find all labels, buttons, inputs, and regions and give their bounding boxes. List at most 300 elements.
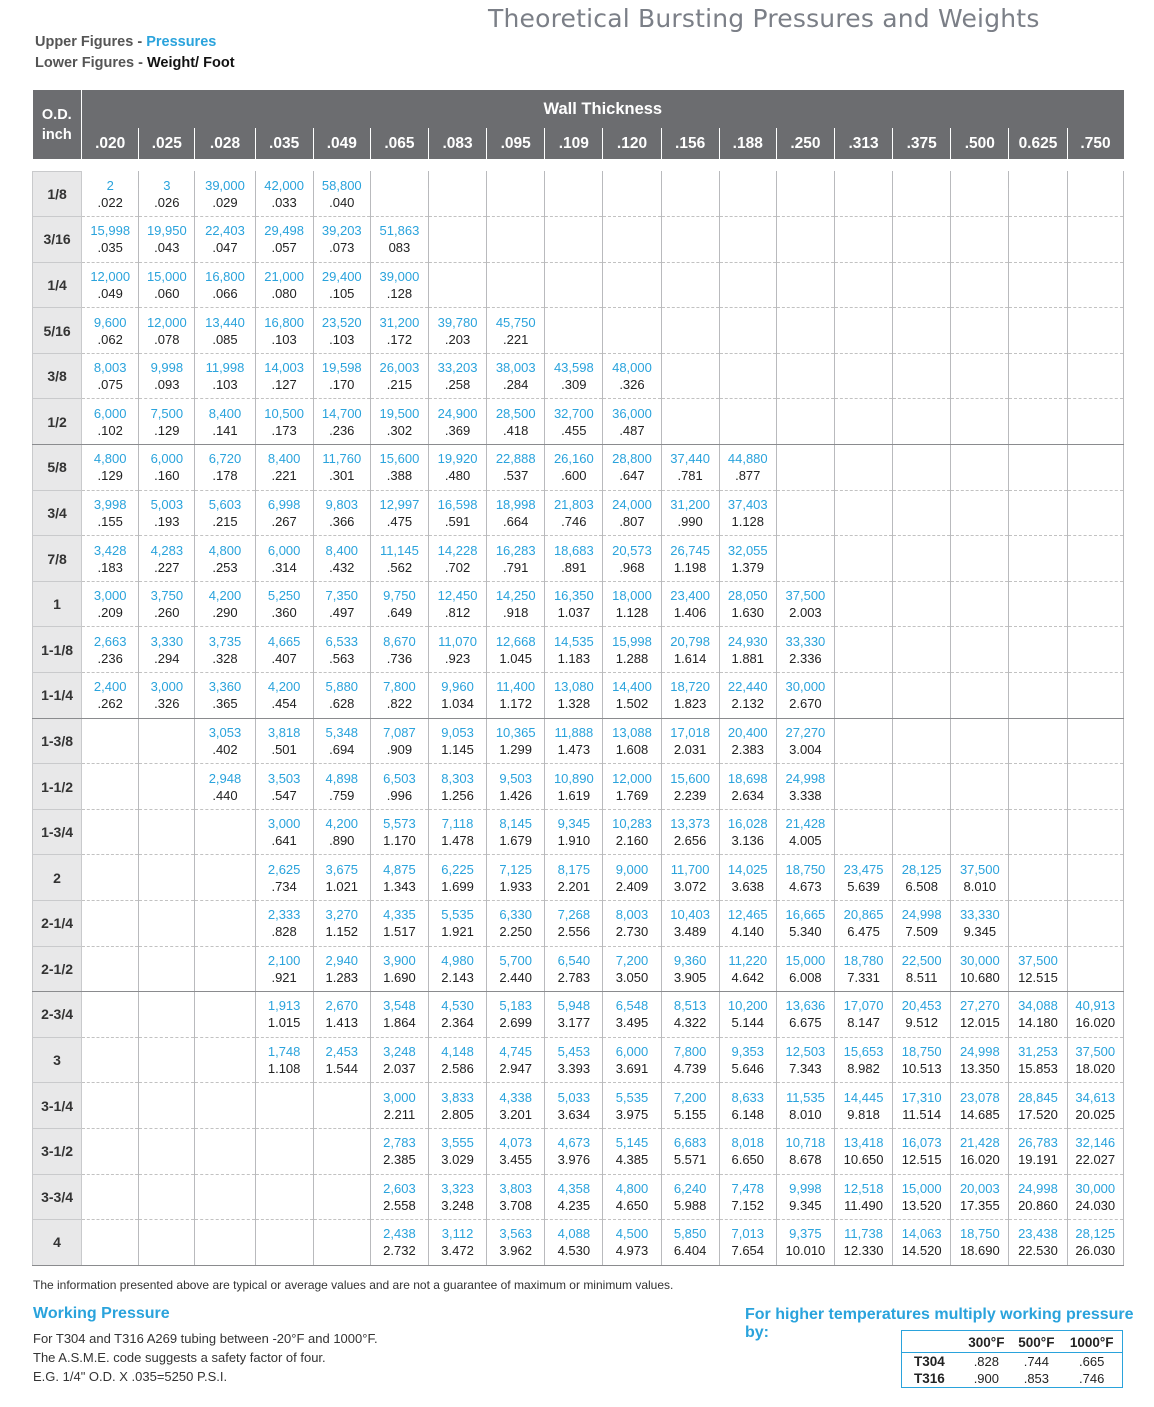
weight-value: 8.982 [847,1061,880,1077]
weight-value: 1.921 [441,924,474,940]
weight-value: 1.910 [557,833,591,849]
legend-upper-label: Upper Figures - [35,34,143,50]
weight-value: .141 [212,422,238,438]
pressure-value: 7,478 [731,1180,765,1196]
value-cell [719,171,776,217]
weight-value: 8.678 [789,1152,822,1168]
value-cell [719,901,776,947]
value-cell [370,490,428,536]
value-cell [82,262,139,308]
pressure-value: 3,900 [383,952,416,968]
value-cell [1009,946,1067,992]
od-cell: 2-1/2 [33,946,82,992]
value-cell [603,353,661,399]
weight-value: 1.699 [441,878,474,894]
od-cell: 1/8 [33,171,82,217]
pressure-value: 32,055 [727,542,768,558]
value-cell [951,718,1009,764]
pressure-value: 4,283 [150,542,184,558]
pressure-value: 19,598 [321,360,362,376]
pressure-value: 37,500 [1075,1044,1116,1060]
value-cell [313,581,370,627]
factor-value: .853 [1023,1371,1050,1386]
value-cell [776,353,834,399]
value-cell [893,1128,951,1174]
value-cell [661,581,719,627]
pressure-value: 6,533 [325,633,359,649]
temperature-factor-table [901,1330,1123,1388]
weight-value: 4.673 [789,878,822,894]
pressure-value: 8,003 [93,360,127,376]
pressure-value: 23,520 [321,314,362,330]
weight-value: .085 [212,331,238,347]
weight-value: .103 [329,331,355,347]
weight-value: .057 [271,240,297,256]
weight-value: 3.004 [789,741,822,757]
legend-lower-value: Weight/ Foot [147,55,235,71]
pressure-value: 3,360 [208,679,242,695]
value-cell [82,536,139,582]
value-cell [951,308,1009,354]
value-cell [951,946,1009,992]
weight-value: .480 [444,468,471,484]
value-cell [255,445,313,491]
value-cell [603,536,661,582]
value-cell [834,1220,892,1266]
value-cell [776,536,834,582]
pressure-value: 4,088 [557,1226,591,1242]
value-cell [195,1037,255,1083]
value-cell [139,581,195,627]
value-cell [834,536,892,582]
pressure-value: 15,600 [670,770,710,786]
value-cell [545,217,603,263]
pressure-value: 13,418 [843,1135,884,1151]
value-cell [1067,171,1123,217]
weight-value: 2.730 [615,924,649,940]
value-cell [1009,1174,1067,1220]
value-cell [195,262,255,308]
pressure-value: 2,940 [325,952,359,968]
weight-value: .155 [97,513,123,529]
weight-value: .075 [97,377,123,393]
pressure-value: 20,573 [612,542,652,558]
od-header [33,90,82,159]
value-cell [776,673,834,719]
value-cell [603,171,661,217]
value-cell [428,1220,486,1266]
value-cell [719,1174,776,1220]
value-cell [776,1220,834,1266]
value-cell [893,1083,951,1129]
value-cell [1067,308,1123,354]
weight-value: 9.345 [789,1197,822,1213]
value-cell [951,217,1009,263]
pressure-value: 10,500 [264,405,305,421]
weight-value: 3.248 [441,1197,474,1213]
weight-value: .080 [271,285,297,301]
pressure-value: 45,750 [495,314,536,330]
pressure-value: 10,403 [670,907,710,923]
weight-value: 2.732 [383,1243,416,1259]
value-cell [719,399,776,445]
value-cell [951,764,1009,810]
pressure-value: 17,070 [843,998,884,1014]
value-cell [487,1128,545,1174]
weight-value: .060 [154,285,180,301]
value-cell [139,673,195,719]
value-cell [719,217,776,263]
weight-value: .049 [97,285,123,301]
table-row [33,946,1124,992]
weight-value: 9.818 [847,1106,880,1122]
weight-value: 2.699 [499,1015,532,1031]
pressure-value: 2,453 [325,1044,359,1060]
value-cell [428,901,486,947]
pressure-value: 32,146 [1075,1135,1116,1151]
pressure-value: 27,270 [959,998,1000,1014]
value-cell [1067,855,1123,901]
value-cell [661,217,719,263]
weight-value: .043 [154,240,180,256]
pressure-value: 7,200 [673,1089,707,1105]
pressure-value: 19,500 [379,405,420,421]
pressure-value: 4,148 [441,1044,474,1060]
pressure-value: 3,548 [383,998,416,1014]
value-cell [313,490,370,536]
value-cell [1009,718,1067,764]
value-cell [834,1083,892,1129]
value-cell [545,901,603,947]
pressure-value: 18,780 [843,952,884,968]
value-cell [313,809,370,855]
value-cell [370,399,428,445]
value-cell [255,718,313,764]
factor-value: .665 [1079,1354,1105,1369]
pressure-value: 36,000 [612,405,652,421]
pressure-value: 9,053 [441,724,474,740]
value-cell [603,262,661,308]
od-cell: 1-1/4 [33,673,82,719]
value-cell [834,490,892,536]
value-cell [370,1128,428,1174]
pressure-value: 34,088 [1018,998,1058,1014]
weight-value: 2.634 [731,787,765,803]
value-cell [603,217,661,263]
od-header-line1: O.D. [41,106,72,123]
pressure-value: 7,118 [441,816,474,832]
pressure-value: 7,268 [557,907,591,923]
pressure-value: 40,913 [1075,998,1116,1014]
value-cell [313,353,370,399]
pressure-value: 6,998 [267,496,301,512]
pressure-value: 13,373 [670,816,710,832]
pressure-value: 16,283 [495,542,536,558]
pressure-value: 11,220 [728,952,768,968]
value-cell [951,353,1009,399]
weight-value: 12.330 [843,1243,884,1259]
pressure-value: 28,050 [727,588,768,604]
weight-value: 083 [388,240,411,256]
pressure-value: 3,112 [441,1226,474,1242]
legend-lower-label: Lower Figures - [35,55,143,71]
pressure-value: 8,400 [325,542,359,558]
pressure-value: 12,450 [437,588,478,604]
weight-value: 5.571 [673,1152,707,1168]
value-cell [313,171,370,217]
value-cell [661,809,719,855]
table-row [33,262,1124,308]
pressure-value: 6,000 [150,451,184,467]
value-cell [139,1220,195,1266]
weight-value: 1.045 [499,650,532,666]
weight-value: 10.650 [843,1152,884,1168]
pressure-value: 5,250 [267,588,301,604]
value-cell [1067,536,1123,582]
weight-value: .127 [271,377,297,393]
value-cell [719,490,776,536]
pressure-value: 11,888 [554,724,594,740]
table-row [33,673,1124,719]
table-row [33,992,1124,1038]
weight-value: 1.379 [731,559,765,575]
weight-value: .812 [444,605,471,621]
pressure-value: 6,225 [441,861,474,877]
value-cell [255,627,313,673]
weight-value: 1.544 [325,1061,359,1077]
weight-value: 15.853 [1018,1061,1058,1077]
table-row [33,764,1124,810]
pressure-value: 15,653 [843,1044,884,1060]
value-cell [776,855,834,901]
value-cell [776,809,834,855]
value-cell [428,490,486,536]
pressure-value: 12,503 [785,1044,826,1060]
weight-value: 2.409 [615,878,649,894]
pressure-value: 5,603 [208,496,242,512]
weight-value: .193 [154,513,180,529]
value-cell [893,445,951,491]
value-cell [776,1174,834,1220]
pressure-value: 37,500 [959,861,1000,877]
weight-value: .309 [561,377,587,393]
od-cell: 1/4 [33,262,82,308]
value-cell [82,901,139,947]
value-cell [195,1128,255,1174]
weight-value: .047 [212,240,238,256]
value-cell [428,399,486,445]
value-cell [834,855,892,901]
value-cell [545,627,603,673]
value-cell [545,809,603,855]
pressure-value: 4,530 [441,998,474,1014]
thickness-header: .065 [370,128,428,159]
pressure-value: 48,000 [612,360,652,376]
factor-material: T316 [914,1371,945,1386]
value-cell [82,1174,139,1220]
value-cell [603,308,661,354]
pressure-value: 3,750 [150,588,184,604]
weight-value: .033 [271,194,297,210]
value-cell [1067,217,1123,263]
weight-value: .173 [271,422,297,438]
value-cell [603,581,661,627]
pressure-value: 4,980 [441,952,474,968]
weight-value: 1.406 [673,605,707,621]
value-cell [719,809,776,855]
pressure-value: 18,750 [785,861,826,877]
value-cell [1009,171,1067,217]
value-cell [951,1174,1009,1220]
weight-value: .290 [212,605,238,621]
value-cell [834,718,892,764]
value-cell [139,1174,195,1220]
weight-value: 1.037 [557,605,591,621]
pressure-value: 7,500 [150,405,184,421]
value-cell [951,536,1009,582]
value-cell [82,764,139,810]
value-cell [661,353,719,399]
weight-value: 4.005 [789,833,822,849]
pressure-value: 17,310 [901,1089,942,1105]
weight-value: 3.201 [499,1106,532,1122]
value-cell [82,171,139,217]
pressure-value: 9,353 [731,1044,765,1060]
pressure-value: 4,338 [499,1089,532,1105]
value-cell [1009,901,1067,947]
value-cell [661,855,719,901]
weight-value: 2.783 [557,969,591,985]
pressure-value: 11,738 [844,1226,883,1242]
value-cell [313,1220,370,1266]
weight-value: 17.355 [959,1197,1000,1213]
value-cell [313,946,370,992]
value-cell [428,308,486,354]
value-cell [370,946,428,992]
weight-value: .129 [154,422,180,438]
value-cell [82,673,139,719]
pressure-value: 5,453 [557,1044,591,1060]
weight-value: 2.201 [557,878,591,894]
weight-value: 16.020 [959,1152,1000,1168]
pressure-value: 31,253 [1018,1044,1058,1060]
value-cell [370,901,428,947]
pressure-value: 18,000 [612,588,652,604]
value-cell [1067,1220,1123,1266]
pressure-value: 10,718 [785,1135,826,1151]
pressure-value: 37,440 [670,451,710,467]
weight-value: 2.670 [789,696,822,712]
value-cell [603,627,661,673]
weight-value: 2.556 [557,924,591,940]
value-cell [661,308,719,354]
value-cell [776,399,834,445]
value-cell [951,992,1009,1038]
value-cell [487,536,545,582]
weight-value: .563 [329,650,355,666]
weight-value: .105 [329,285,355,301]
weight-value: 1.015 [267,1015,301,1031]
pressure-value: 29,400 [321,268,362,284]
value-cell [82,1128,139,1174]
value-cell [951,171,1009,217]
pressure-value: 3,803 [499,1180,532,1196]
working-pressure-line: The A.S.M.E. code suggests a safety factor of four. [33,1350,326,1365]
od-cell: 3/4 [33,490,82,536]
weight-value: .366 [329,513,355,529]
value-cell [719,308,776,354]
value-cell [893,308,951,354]
pressure-value: 21,428 [959,1135,1000,1151]
pressure-value: 20,865 [843,907,884,923]
value-cell [661,764,719,810]
value-cell [139,308,195,354]
table-row [33,490,1124,536]
weight-value: 1.690 [383,969,416,985]
pressure-value: 7,350 [325,588,359,604]
pressure-value: 7,013 [731,1226,765,1242]
weight-value: 10.680 [959,969,1000,985]
weight-value: .628 [329,696,355,712]
pressure-value: 24,998 [1018,1180,1058,1196]
value-cell [776,308,834,354]
weight-value: .891 [561,559,587,575]
weight-value: 1.108 [267,1061,301,1077]
weight-value: .262 [97,696,123,712]
value-cell [313,627,370,673]
thickness-header: .028 [195,128,255,159]
value-cell [603,399,661,445]
value-cell [255,171,313,217]
pressure-value: 16,350 [553,588,594,604]
weight-value: .103 [271,331,297,347]
pressure-value: 4,200 [267,679,301,695]
weight-value: 24.030 [1075,1197,1116,1213]
value-cell [487,490,545,536]
thickness-header: .025 [139,128,195,159]
weight-value: 5.340 [789,924,822,940]
weight-value: 5.988 [673,1197,707,1213]
pressure-value: 5,145 [615,1135,649,1151]
value-cell [82,855,139,901]
weight-value: .501 [271,741,297,757]
value-cell [428,536,486,582]
value-cell [487,1083,545,1129]
weight-value: 1.128 [731,513,765,529]
value-cell [893,353,951,399]
weight-value: .664 [503,513,529,529]
pressure-value: 44,880 [727,451,768,467]
value-cell [428,171,486,217]
value-cell [1009,1128,1067,1174]
pressure-value: 14,250 [495,588,536,604]
od-cell: 4 [33,1220,82,1266]
value-cell [1067,673,1123,719]
value-cell [313,1037,370,1083]
od-cell: 3-3/4 [33,1174,82,1220]
weight-value: 1.328 [557,696,591,712]
weight-value: 1.933 [499,878,532,894]
value-cell [1009,1037,1067,1083]
pressure-value: 9,375 [789,1226,822,1242]
value-cell [834,445,892,491]
weight-value: .294 [154,650,180,666]
value-cell [1009,627,1067,673]
weight-value: .260 [154,605,180,621]
weight-value: 1.769 [615,787,649,803]
weight-value: .103 [212,377,238,393]
value-cell [487,353,545,399]
